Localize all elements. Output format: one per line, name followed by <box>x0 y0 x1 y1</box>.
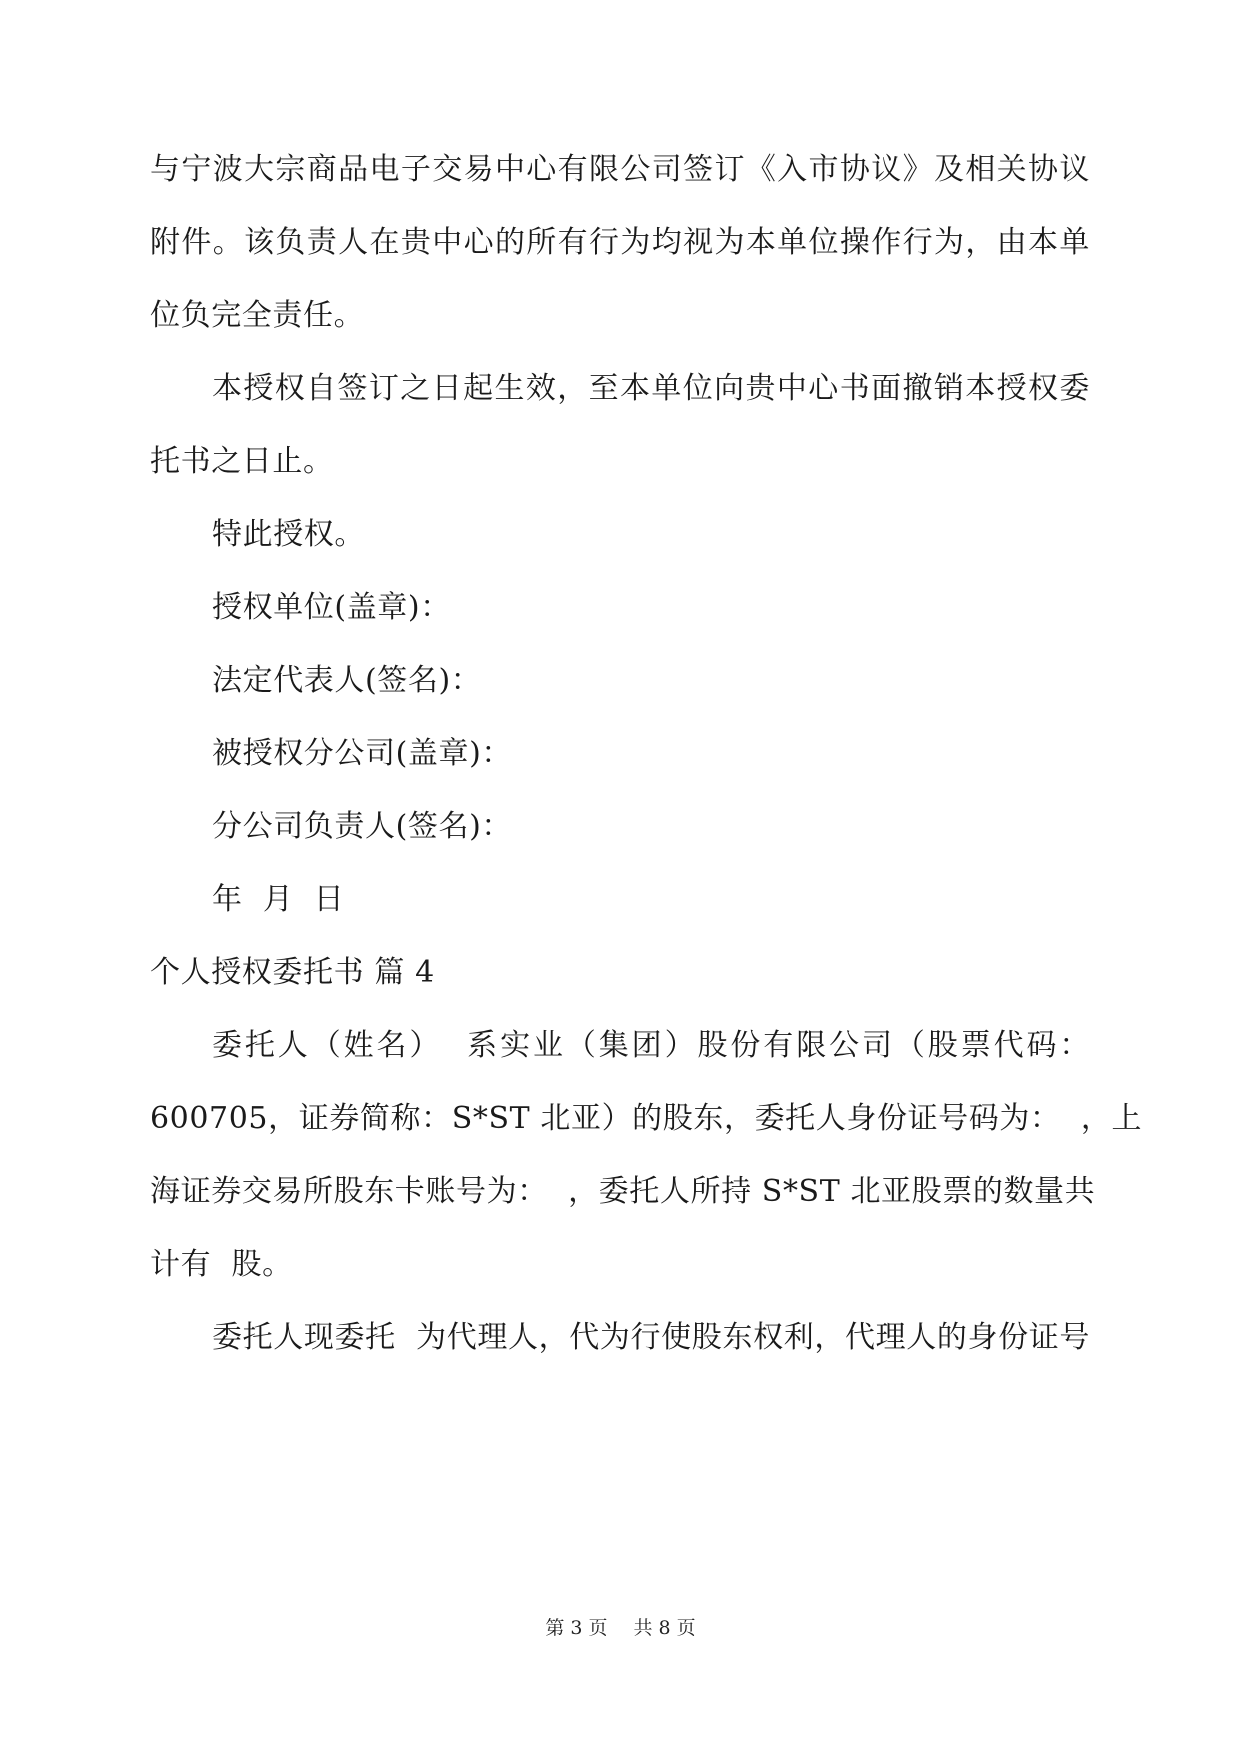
text-line: 委托人（姓名） 系实业（集团）股份有限公司（股票代码： <box>212 1028 1090 1063</box>
text-line: 特此授权。 <box>212 517 365 552</box>
text-line: 附件。该负责人在贵中心的所有行为均视为本单位操作行为，由本单 <box>150 225 1090 260</box>
text-line: 本授权自签订之日起生效，至本单位向贵中心书面撤销本授权委 <box>212 371 1090 406</box>
text-line: 600705，证券简称：S*ST 北亚）的股东，委托人身份证号码为： ，上 <box>150 1101 1143 1136</box>
signature-field-label: 法定代表人(签名)： <box>212 663 482 698</box>
text-line: 托书之日止。 <box>150 444 334 479</box>
page-total: 共 8 页 <box>633 1617 696 1639</box>
text-line: 计有 股。 <box>150 1247 293 1282</box>
signature-field-label: 被授权分公司(盖章)： <box>212 736 513 771</box>
page-number: 第 3 页 <box>545 1617 608 1639</box>
signature-field-label: 授权单位(盖章)： <box>212 590 451 625</box>
section-heading: 个人授权委托书 篇 4 <box>150 955 435 990</box>
text-line: 委托人现委托 为代理人，代为行使股东权利，代理人的身份证号 <box>212 1320 1090 1355</box>
text-line: 位负完全责任。 <box>150 298 365 333</box>
signature-field-label: 分公司负责人(签名)： <box>212 809 513 844</box>
text-line: 与宁波大宗商品电子交易中心有限公司签订《入市协议》及相关协议 <box>150 152 1090 187</box>
page-footer <box>0 1616 1241 1640</box>
text-line: 海证券交易所股东卡账号为： ，委托人所持 S*ST 北亚股票的数量共 <box>150 1174 1096 1209</box>
date-line: 年 月 日 <box>212 882 345 917</box>
